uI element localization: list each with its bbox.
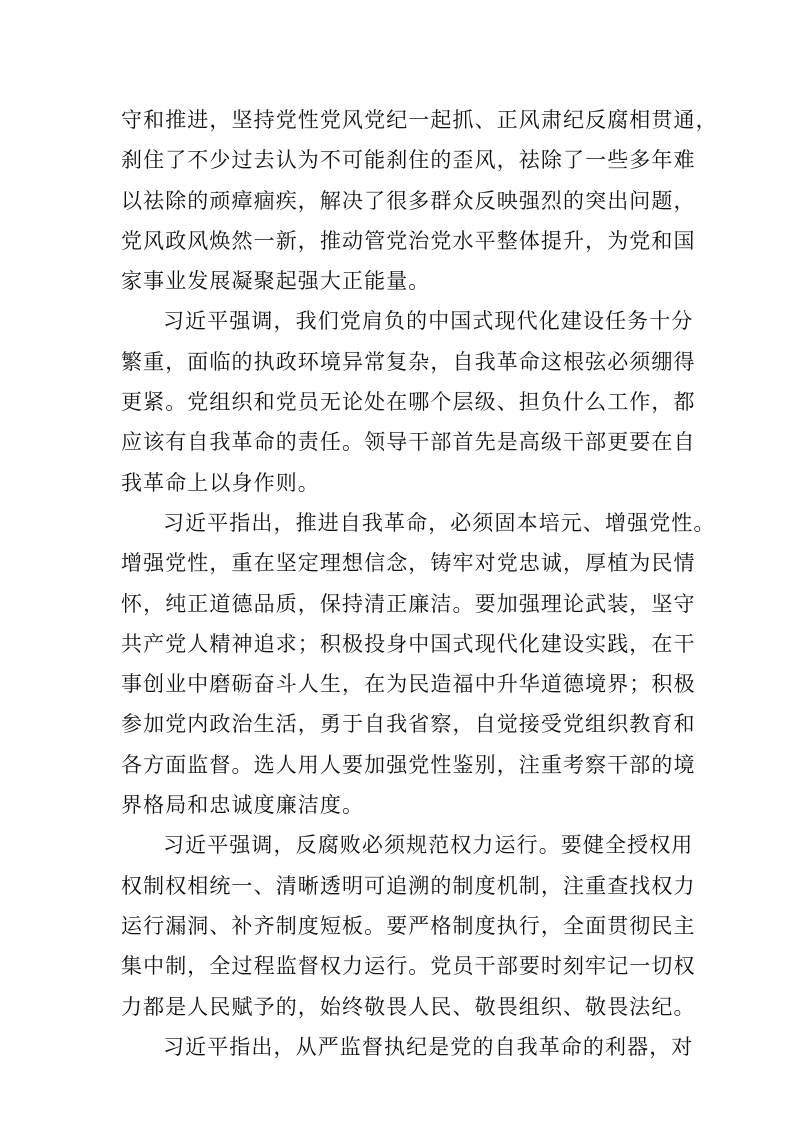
text-line: 更紧。党组织和党员无论处在哪个层级、担负什么工作，都 <box>121 390 696 415</box>
text-line: 力都是人民赋予的，始终敬畏人民、敬畏组织、敬畏法纪。 <box>121 994 696 1019</box>
text-line: 各方面监督。选人用人要加强党性鉴别，注重考察干部的境 <box>121 752 696 777</box>
text-line: 集中制，全过程监督权力运行。党员干部要时刻牢记一切权 <box>121 954 696 979</box>
paragraph-first-line: 习近平强调，反腐败必须规范权力运行。要健全授权用 <box>163 833 694 858</box>
text-line: 参加党内政治生活，勇于自我省察，自觉接受党组织教育和 <box>121 712 696 737</box>
text-line: 家事业发展凝聚起强大正能量。 <box>121 269 431 294</box>
body-text <box>121 100 718 1067</box>
text-line: 怀，纯正道德品质，保持清正廉洁。要加强理论武装，坚守 <box>121 591 696 616</box>
paragraph-first-line: 习近平指出，推进自我革命，必须固本培元、增强党性。 <box>163 510 716 535</box>
text-line: 守和推进，坚持党性党风党纪一起抓、正风肃纪反腐相贯通， <box>121 108 718 132</box>
text-line: 增强党性，重在坚定理想信念，铸牢对党忠诚，厚植为民情 <box>121 551 696 576</box>
text-line: 权制权相统一、清晰透明可追溯的制度机制，注重查找权力 <box>121 873 696 898</box>
text-line: 繁重，面临的执政环境异常复杂，自我革命这根弦必须绷得 <box>121 349 696 374</box>
text-line: 我革命上以身作则。 <box>121 470 320 495</box>
paragraph-first-line: 习近平指出，从严监督执纪是党的自我革命的利器，对 <box>163 1034 694 1059</box>
text-line: 以祛除的顽瘴痼疾，解决了很多群众反映强烈的突出问题， <box>121 188 696 213</box>
text-line: 事创业中磨砺奋斗人生，在为民造福中升华道德境界；积极 <box>121 672 696 697</box>
text-line: 应该有自我革命的责任。领导干部首先是高级干部更要在自 <box>121 430 696 455</box>
text-line: 党风政风焕然一新，推动管党治党水平整体提升，为党和国 <box>121 228 696 253</box>
text-line: 共产党人精神追求；积极投身中国式现代化建设实践，在干 <box>121 631 696 656</box>
text-line: 刹住了不少过去认为不可能刹住的歪风，祛除了一些多年难 <box>121 148 696 173</box>
text-line: 界格局和忠诚度廉洁度。 <box>121 793 365 818</box>
paragraph-first-line: 习近平强调，我们党肩负的中国式现代化建设任务十分 <box>163 309 694 334</box>
text-line: 运行漏洞、补齐制度短板。要严格制度执行，全面贯彻民主 <box>121 913 696 938</box>
